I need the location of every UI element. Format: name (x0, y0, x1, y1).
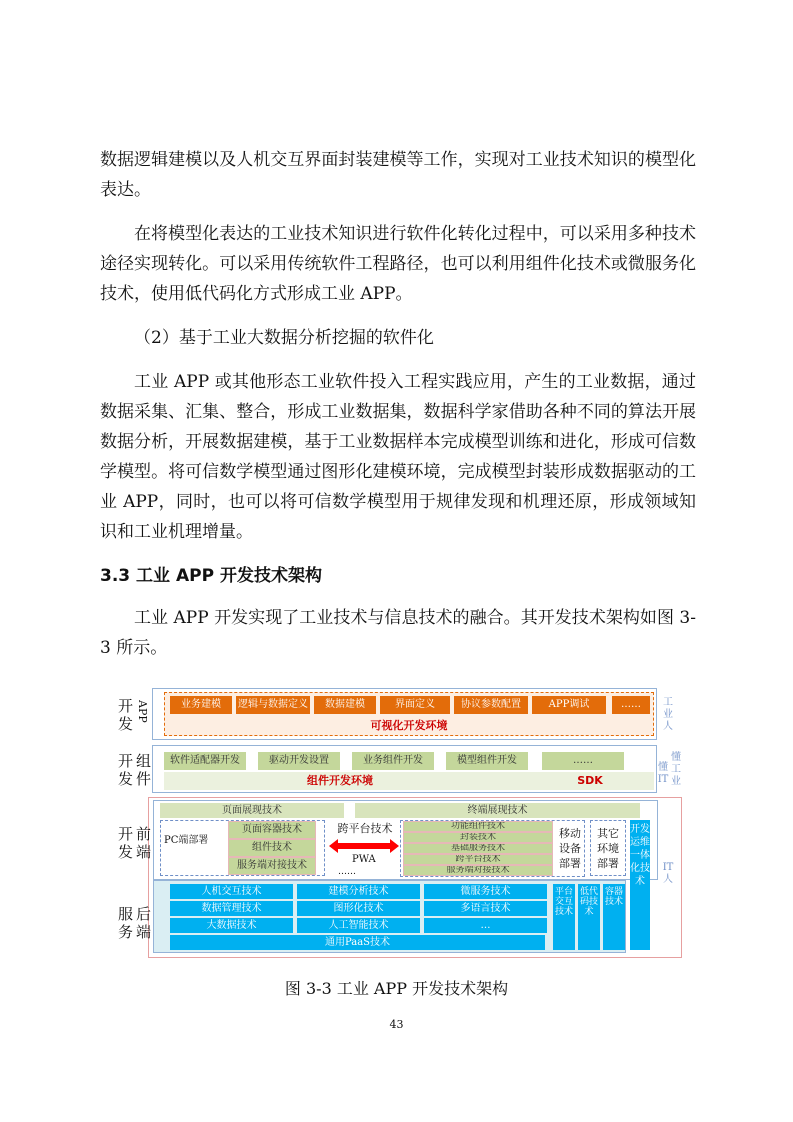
backend-tech-item: 建模分析技术 (297, 884, 420, 899)
backend-tech-item: 大数据技术 (170, 918, 293, 933)
component-item: 驱动开发设置 (258, 752, 340, 770)
sdk-label: SDK (577, 774, 603, 787)
terminal-tech-item: 跨平台技术 (403, 854, 553, 865)
app-item: 业务建模 (170, 696, 232, 714)
backend-tech-item: … (424, 918, 547, 933)
pwa-label: PWA (352, 854, 376, 865)
component-item: 模型组件开发 (446, 752, 528, 770)
section-heading: 3.3 工业 APP 开发技术架构 (100, 566, 322, 586)
pc-deploy-label: PC端部署 (164, 835, 209, 846)
terminal-tech-item: 服务端对接技术 (403, 865, 553, 876)
paragraph: 工业 APP 或其他形态工业软件投入工程实践应用，产生的工业数据，通过数据采集、汇集、整合，形成工业数据集，数据科学家借助各种不同的算法开展数据分析，开展数据建模，基于工业数据样本完成模型训练和进化，形成可信数学模型。将可信数学模型通过图形化建模环境，完成模型封装形成数据驱动的工业 APP，同时，也可以将可信数学模型用于规律发现和机理还原，形成领域知识和工业机理增量。 (100, 372, 696, 542)
devops-bar: 开发运维一体化技术 (630, 820, 650, 950)
cross-platform-label: 跨平台技术 (337, 822, 393, 835)
page-number: 43 (389, 1018, 404, 1031)
side-label: 工业人 (663, 697, 673, 732)
app-item: APP调试 (532, 696, 606, 714)
app-item: …… (612, 696, 650, 714)
figure-caption: 图 3-3 工业 APP 开发技术架构 (284, 979, 509, 998)
backend-tech-item: 微服务技术 (424, 884, 547, 899)
side-label: IT人 (662, 862, 674, 885)
layer-label: 服务 (118, 905, 134, 941)
body-text (100, 145, 696, 677)
paragraph: 工业 APP 开发实现了工业技术与信息技术的融合。其开发技术架构如图 3-3 所示。 (100, 608, 696, 658)
paragraph-subheading: （2）基于工业大数据分析挖掘的软件化 (134, 328, 434, 348)
terminal-tech-item: 基础服务技术 (403, 843, 553, 854)
layer-label: APP (136, 700, 149, 723)
side-label: 懂IT (657, 762, 669, 785)
pc-tech-item: 组件技术 (228, 839, 316, 857)
layer-label: 开发 (118, 697, 134, 733)
side-label: 懂工业 (671, 752, 681, 787)
other-deploy-label: 其它环境部署 (597, 827, 619, 870)
paragraph: 数据逻辑建模以及人机交互界面封装建模等工作，实现对工业技术知识的模型化表达。 (100, 150, 696, 200)
backend-vertical-item: 平台交互技术 (553, 884, 575, 950)
app-item: 界面定义 (380, 696, 450, 714)
mobile-deploy-label: 移动设备部署 (559, 827, 581, 870)
terminal-tech-item: 功能组件技术 (403, 821, 553, 832)
pc-tech-item: 页面容器技术 (228, 821, 316, 839)
terminal-tech-item: 封装技术 (403, 832, 553, 843)
backend-tech-item: 人工智能技术 (297, 918, 420, 933)
backend-tech-item: 多语言技术 (424, 901, 547, 916)
layer-label: 组件 (136, 752, 152, 788)
ellipsis: …… (338, 867, 356, 877)
layer-label: 开发 (118, 825, 134, 861)
page-tech: 页面展现技术 (160, 803, 344, 818)
layer-label: 后端 (136, 905, 152, 941)
layer-label: 开发 (118, 752, 134, 788)
component-item: …… (542, 752, 624, 770)
app-env-label: 可视化开发环境 (370, 719, 448, 732)
component-item: 业务组件开发 (352, 752, 434, 770)
backend-tech-item: 数据管理技术 (170, 901, 293, 916)
paas-box: 通用PaaS技术 (170, 935, 545, 950)
component-env-label: 组件开发环境 (307, 774, 373, 787)
backend-tech-item: 图形化技术 (297, 901, 420, 916)
component-item: 软件适配器开发 (164, 752, 246, 770)
backend-tech-item: 人机交互技术 (170, 884, 293, 899)
app-item: 逻辑与数据定义 (236, 696, 310, 714)
app-item: 协议参数配置 (454, 696, 528, 714)
double-arrow-icon (329, 839, 399, 853)
backend-vertical-item: 容器技术 (603, 884, 625, 950)
app-item: 数据建模 (314, 696, 376, 714)
paragraph: 在将模型化表达的工业技术知识进行软件化转化过程中，可以采用多种技术途径实现转化。可以采用传统软件工程路径，也可以利用组件化技术或微服务化技术，使用低代码化方式形成工业 APP。 (100, 224, 696, 304)
layer-label: 前端 (136, 825, 152, 861)
backend-vertical-item: 低代码技术 (578, 884, 600, 950)
pc-tech-item: 服务端对接技术 (228, 857, 316, 875)
terminal-tech: 终端展现技术 (355, 803, 640, 818)
